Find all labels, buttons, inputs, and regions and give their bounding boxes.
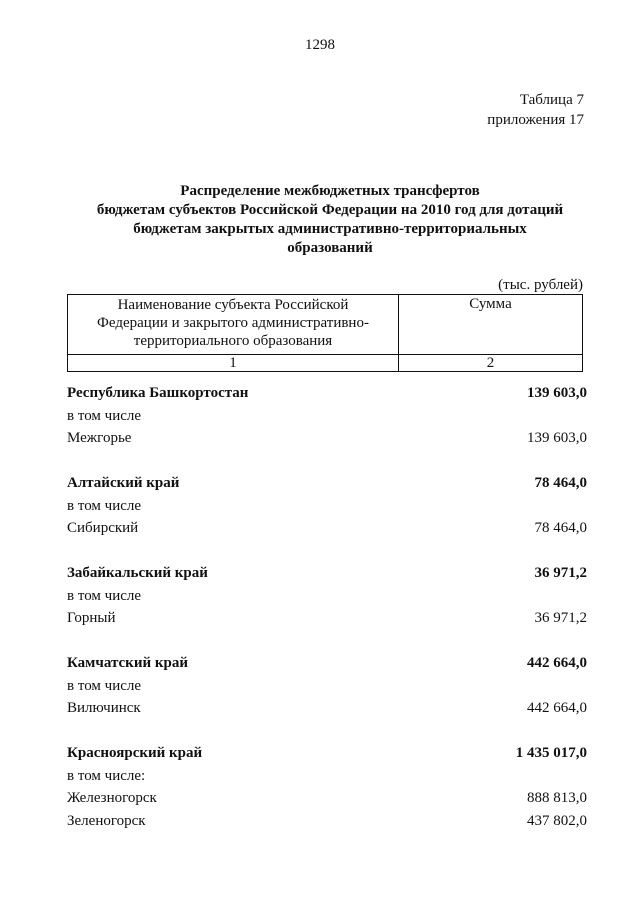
region-row <box>67 562 587 585</box>
table-body <box>67 382 587 855</box>
region-row <box>67 472 587 495</box>
including-label-row <box>67 765 587 787</box>
header-row <box>68 295 583 355</box>
region-group <box>67 382 587 450</box>
including-label: в том числе <box>67 498 142 514</box>
zato-row <box>67 697 587 720</box>
zato-value: 78 464,0 <box>534 520 587 536</box>
region-row <box>67 742 587 765</box>
region-group <box>67 472 587 540</box>
including-label: в том числе: <box>67 768 146 784</box>
header-name-line-3: территориального образования <box>133 333 333 349</box>
header-name-line-1: Наименование субъекта Российской <box>117 297 349 313</box>
table-header <box>67 294 583 372</box>
page-number: 1298 <box>305 37 335 53</box>
including-label-row <box>67 675 587 697</box>
zato-row <box>67 427 587 450</box>
zato-row <box>67 607 587 630</box>
title-line-3: бюджетам закрытых административно-территориальных <box>133 221 527 237</box>
region-name: Республика Башкортостан <box>67 385 249 401</box>
header-sum-column: Сумма <box>399 295 583 355</box>
region-total: 1 435 017,0 <box>515 745 587 761</box>
region-name: Красноярский край <box>67 745 203 761</box>
zato-name: Вилючинск <box>67 700 141 716</box>
zato-value: 437 802,0 <box>527 813 587 829</box>
zato-name: Зеленогорск <box>67 813 146 829</box>
region-group <box>67 562 587 630</box>
zato-name: Сибирский <box>67 520 139 536</box>
table-reference-line-1: Таблица 7 <box>519 92 584 108</box>
including-label: в том числе <box>67 588 142 604</box>
title-line-2: бюджетам субъектов Российской Федерации на 2010 год для дотаций <box>96 202 564 218</box>
region-group <box>67 652 587 720</box>
zato-value: 442 664,0 <box>527 700 587 716</box>
zato-name: Межгорье <box>67 430 132 446</box>
region-name: Забайкальский край <box>67 565 208 581</box>
region-total: 36 971,2 <box>534 565 587 581</box>
region-name: Алтайский край <box>67 475 180 491</box>
region-total: 139 603,0 <box>527 385 587 401</box>
header-name-column <box>68 295 399 355</box>
including-label-row <box>67 495 587 517</box>
zato-row <box>67 787 587 810</box>
zato-row <box>67 517 587 540</box>
zato-row <box>67 810 587 833</box>
zato-value: 36 971,2 <box>534 610 587 626</box>
zato-name: Горный <box>67 610 116 626</box>
zato-name: Железногорск <box>67 790 157 806</box>
region-total: 442 664,0 <box>527 655 587 671</box>
region-total: 78 464,0 <box>534 475 587 491</box>
table-reference <box>487 90 584 130</box>
region-row <box>67 652 587 675</box>
units-label: (тыс. рублей) <box>498 277 583 293</box>
column-number-row <box>68 355 583 372</box>
column-number-1: 1 <box>68 355 399 372</box>
title-line-4: образований <box>287 240 373 256</box>
zato-value: 139 603,0 <box>527 430 587 446</box>
including-label-row <box>67 585 587 607</box>
including-label: в том числе <box>67 408 142 424</box>
zato-value: 888 813,0 <box>527 790 587 806</box>
region-row <box>67 382 587 405</box>
including-label: в том числе <box>67 678 142 694</box>
title-line-1: Распределение межбюджетных трансфертов <box>180 183 480 199</box>
region-group <box>67 742 587 833</box>
including-label-row <box>67 405 587 427</box>
document-title <box>60 182 600 258</box>
header-name-line-2: Федерации и закрытого административно- <box>97 315 369 331</box>
region-name: Камчатский край <box>67 655 188 671</box>
column-number-2: 2 <box>399 355 583 372</box>
table-reference-line-2: приложения 17 <box>487 112 584 128</box>
